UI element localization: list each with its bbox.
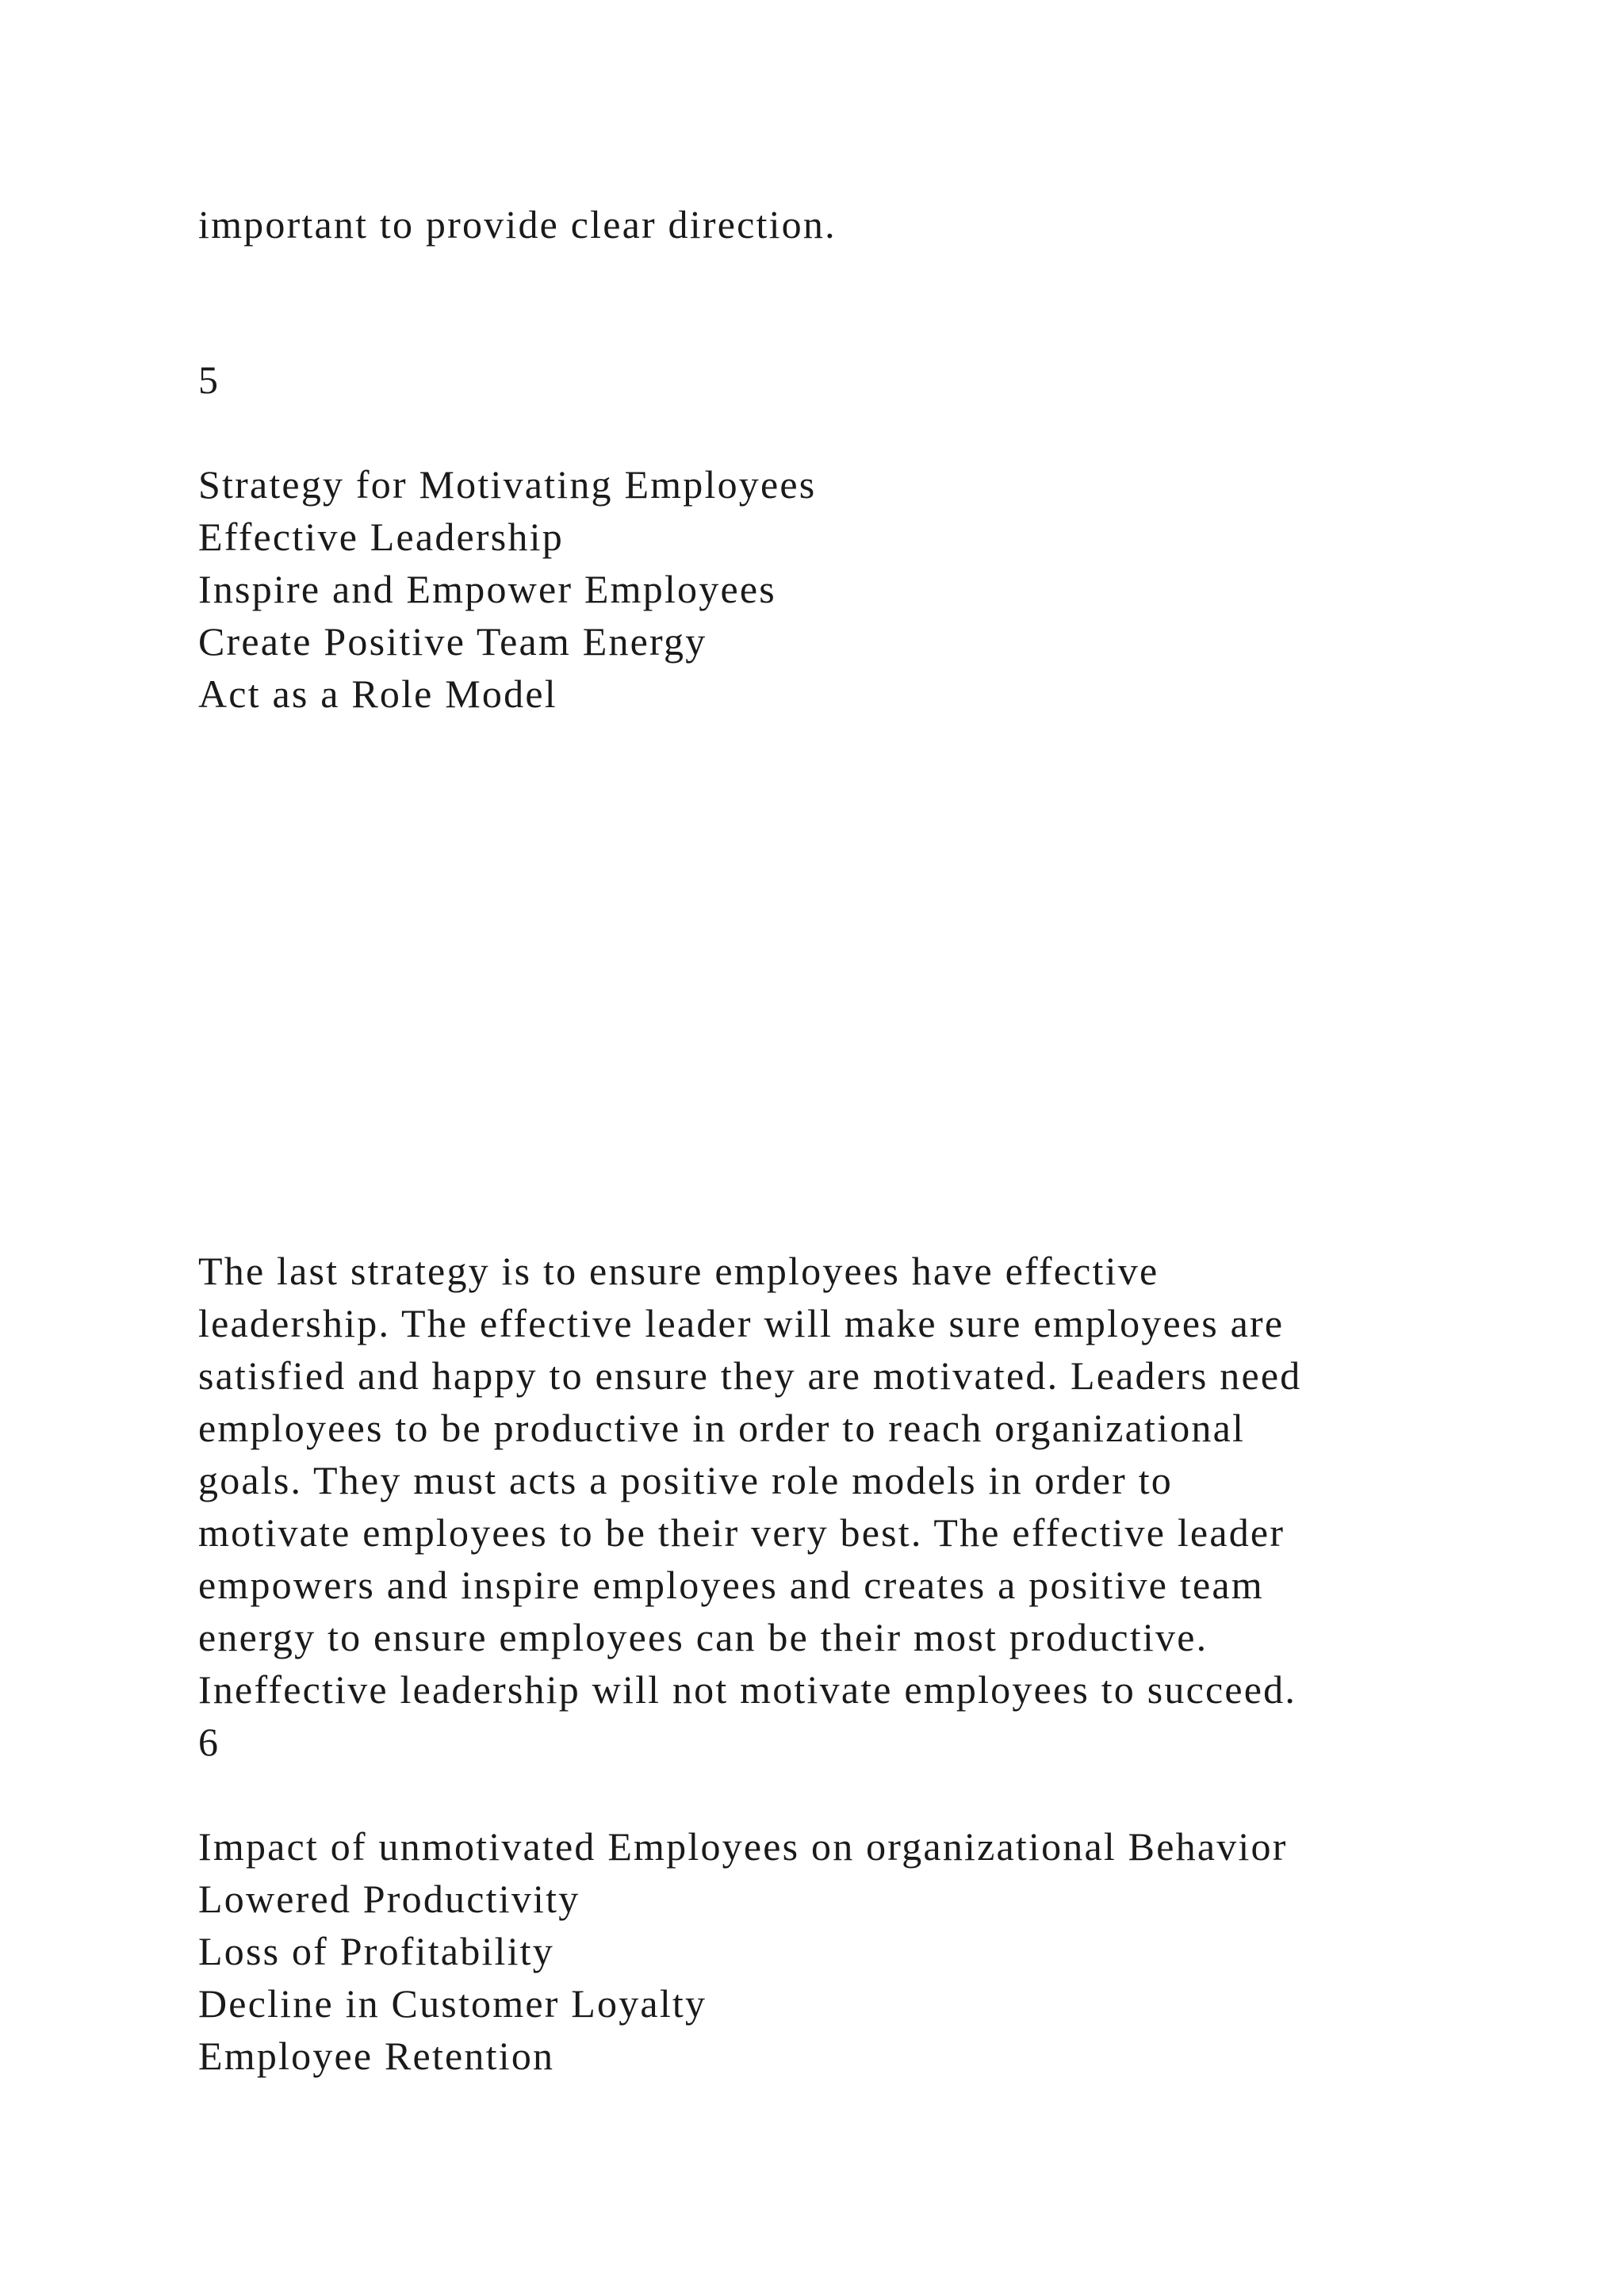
notes-line: Ineffective leadership will not motivate employees to succeed.	[198, 1667, 1297, 1712]
notes-line: satisfied and happy to ensure they are motivated. Leaders need	[198, 1353, 1302, 1398]
slide-number: 5	[198, 358, 220, 402]
notes-line: goals. They must acts a positive role models in order to	[198, 1458, 1174, 1502]
slide-bullet: Act as a Role Model	[198, 672, 557, 716]
notes-line: empowers and inspire employees and creates a positive team	[198, 1563, 1264, 1607]
notes-line: motivate employees to be their very best. The effective leader	[198, 1510, 1285, 1555]
slide-bullet: Loss of Profitability	[198, 1929, 554, 1973]
notes-line: leadership. The effective leader will make sure employees are	[198, 1301, 1285, 1345]
slide-bullet: Effective Leadership	[198, 515, 564, 559]
notes-line: The last strategy is to ensure employees have effective	[198, 1249, 1159, 1293]
slide-bullet: Employee Retention	[198, 2034, 555, 2078]
notes-line: energy to ensure employees can be their most productive.	[198, 1615, 1208, 1659]
slide-title: Strategy for Motivating Employees	[198, 462, 817, 507]
slide-bullet: Lowered Productivity	[198, 1877, 580, 1921]
slide-bullet: Create Positive Team Energy	[198, 619, 707, 664]
intro-fragment: important to provide clear direction.	[198, 202, 837, 247]
slide-title: Impact of unmotivated Employees on organizational Behavior	[198, 1824, 1288, 1869]
slide-bullet: Inspire and Empower Employees	[198, 567, 776, 611]
notes-line: employees to be productive in order to reach organizational	[198, 1406, 1246, 1450]
slide-bullet: Decline in Customer Loyalty	[198, 1981, 707, 2026]
slide-number: 6	[198, 1720, 220, 1764]
